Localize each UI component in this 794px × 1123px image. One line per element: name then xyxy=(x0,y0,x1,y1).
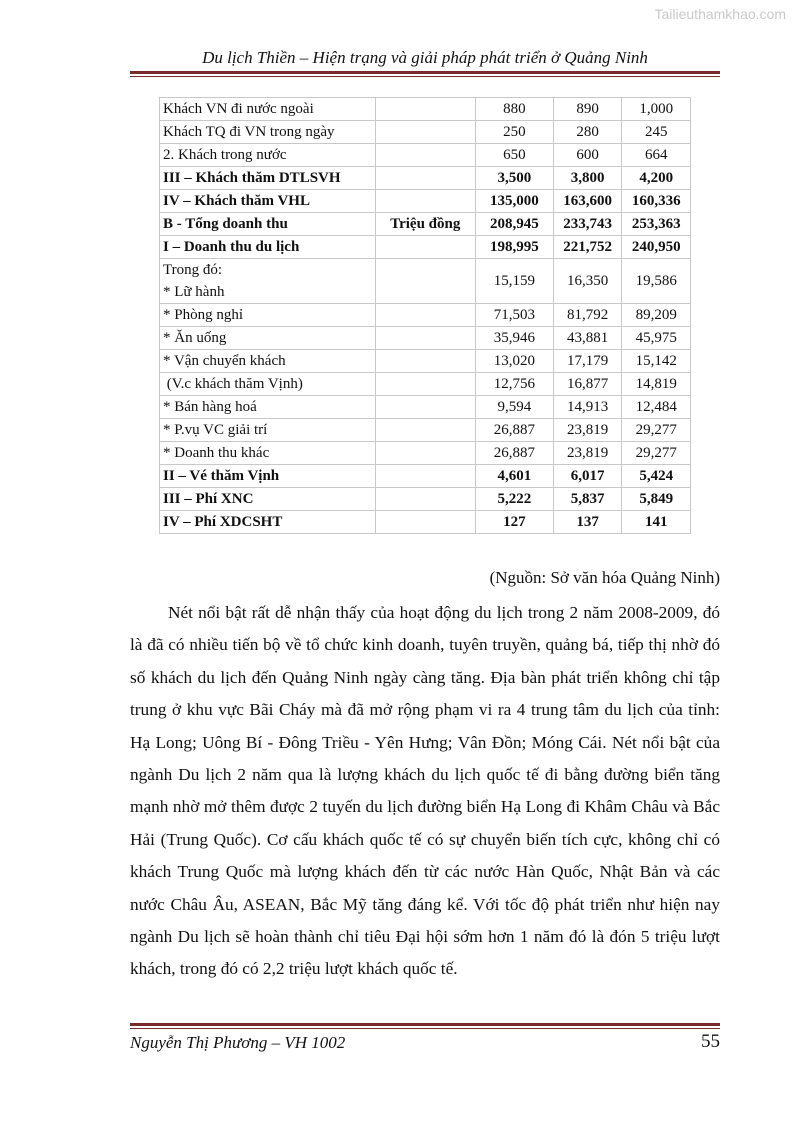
table-row xyxy=(160,236,691,259)
row-value-1: 26,887 xyxy=(475,419,553,442)
row-unit: Triệu đồng xyxy=(375,213,475,236)
table-row xyxy=(160,190,691,213)
row-value-3: 5,849 xyxy=(622,488,691,511)
footer-author: Nguyễn Thị Phương – VH 1002 xyxy=(130,1033,346,1052)
row-unit xyxy=(375,236,475,259)
table-row xyxy=(160,465,691,488)
row-value-3: 5,424 xyxy=(622,465,691,488)
row-value-3: 29,277 xyxy=(622,442,691,465)
row-unit xyxy=(375,488,475,511)
row-value-1: 13,020 xyxy=(475,350,553,373)
page-header-title: Du lịch Thiền – Hiện trạng và giải pháp phát triển ở Quảng Ninh xyxy=(202,48,648,67)
row-value-2: 16,877 xyxy=(553,373,622,396)
row-value-3: 29,277 xyxy=(622,419,691,442)
row-unit xyxy=(375,350,475,373)
row-label: I – Doanh thu du lịch xyxy=(160,236,376,259)
row-label: * Doanh thu khác xyxy=(160,442,376,465)
row-value-3: 45,975 xyxy=(622,327,691,350)
row-value-2: 14,913 xyxy=(553,396,622,419)
table-row xyxy=(160,488,691,511)
row-label: (V.c khách thăm Vịnh) xyxy=(160,373,376,396)
row-label: Khách TQ đi VN trong ngày xyxy=(160,121,376,144)
row-value-2: 280 xyxy=(553,121,622,144)
page-number: 55 xyxy=(701,1031,720,1052)
row-unit xyxy=(375,396,475,419)
row-value-2: 3,800 xyxy=(553,167,622,190)
row-label-line: * Lữ hành xyxy=(163,284,225,300)
row-value-2: 81,792 xyxy=(553,304,622,327)
row-value-3: 664 xyxy=(622,144,691,167)
row-value-3: 15,142 xyxy=(622,350,691,373)
table-row xyxy=(160,304,691,327)
table-row xyxy=(160,213,691,236)
row-value-1: 3,500 xyxy=(475,167,553,190)
row-value-1: 5,222 xyxy=(475,488,553,511)
row-label: * P.vụ VC giải trí xyxy=(160,419,376,442)
row-label: IV – Phí XDCSHT xyxy=(160,511,376,534)
row-label: IV – Khách thăm VHL xyxy=(160,190,376,213)
row-unit xyxy=(375,511,475,534)
row-value-1: 12,756 xyxy=(475,373,553,396)
row-value-2: 43,881 xyxy=(553,327,622,350)
row-value-1: 250 xyxy=(475,121,553,144)
tourism-statistics-table xyxy=(159,97,691,534)
row-value-1: 4,601 xyxy=(475,465,553,488)
table-row xyxy=(160,511,691,534)
row-unit xyxy=(375,121,475,144)
row-value-3: 89,209 xyxy=(622,304,691,327)
row-label-line: Trong đó: xyxy=(163,262,223,278)
row-value-2: 16,350 xyxy=(553,259,622,304)
row-value-1: 15,159 xyxy=(475,259,553,304)
row-value-3: 141 xyxy=(622,511,691,534)
row-label: * Vận chuyển khách xyxy=(160,350,376,373)
row-label: B - Tổng doanh thu xyxy=(160,213,376,236)
row-value-2: 600 xyxy=(553,144,622,167)
footer-rule-thin xyxy=(130,1028,720,1029)
row-unit xyxy=(375,419,475,442)
row-value-1: 208,945 xyxy=(475,213,553,236)
row-label: * Phòng nghỉ xyxy=(160,304,376,327)
row-value-2: 23,819 xyxy=(553,442,622,465)
row-unit xyxy=(375,259,475,304)
row-unit xyxy=(375,144,475,167)
row-value-3: 19,586 xyxy=(622,259,691,304)
row-value-2: 137 xyxy=(553,511,622,534)
row-value-1: 135,000 xyxy=(475,190,553,213)
row-unit xyxy=(375,167,475,190)
row-unit xyxy=(375,327,475,350)
table-row xyxy=(160,327,691,350)
table-row xyxy=(160,373,691,396)
table-row xyxy=(160,396,691,419)
header-rule-thick xyxy=(130,71,720,74)
table-row xyxy=(160,259,691,304)
row-value-1: 71,503 xyxy=(475,304,553,327)
row-label: III – Phí XNC xyxy=(160,488,376,511)
row-unit xyxy=(375,442,475,465)
row-value-3: 1,000 xyxy=(622,98,691,121)
row-value-3: 14,819 xyxy=(622,373,691,396)
row-value-3: 245 xyxy=(622,121,691,144)
row-value-2: 163,600 xyxy=(553,190,622,213)
row-value-1: 198,995 xyxy=(475,236,553,259)
row-label: * Ăn uống xyxy=(160,327,376,350)
table-row xyxy=(160,350,691,373)
header-rule-thin xyxy=(130,76,720,77)
row-value-1: 127 xyxy=(475,511,553,534)
row-unit xyxy=(375,304,475,327)
row-value-1: 880 xyxy=(475,98,553,121)
row-unit xyxy=(375,190,475,213)
watermark-text: Tailieuthamkhao.com xyxy=(654,6,786,22)
row-value-3: 253,363 xyxy=(622,213,691,236)
row-value-2: 890 xyxy=(553,98,622,121)
row-value-2: 233,743 xyxy=(553,213,622,236)
row-value-1: 650 xyxy=(475,144,553,167)
row-value-2: 5,837 xyxy=(553,488,622,511)
row-label xyxy=(160,259,376,304)
row-label: II – Vé thăm Vịnh xyxy=(160,465,376,488)
row-value-2: 17,179 xyxy=(553,350,622,373)
table-row xyxy=(160,419,691,442)
row-value-3: 4,200 xyxy=(622,167,691,190)
row-value-1: 35,946 xyxy=(475,327,553,350)
row-value-1: 26,887 xyxy=(475,442,553,465)
row-label: III – Khách thăm DTLSVH xyxy=(160,167,376,190)
row-value-1: 9,594 xyxy=(475,396,553,419)
row-value-2: 6,017 xyxy=(553,465,622,488)
row-value-3: 12,484 xyxy=(622,396,691,419)
row-label: 2. Khách trong nước xyxy=(160,144,376,167)
row-label: Khách VN đi nước ngoài xyxy=(160,98,376,121)
row-unit xyxy=(375,465,475,488)
table-row xyxy=(160,121,691,144)
table-source-note: (Nguồn: Sở văn hóa Quảng Ninh) xyxy=(489,568,720,587)
row-value-3: 240,950 xyxy=(622,236,691,259)
table-row xyxy=(160,98,691,121)
table-row xyxy=(160,442,691,465)
table-row xyxy=(160,144,691,167)
row-value-2: 23,819 xyxy=(553,419,622,442)
table-row xyxy=(160,167,691,190)
body-paragraph: Nét nổi bật rất dễ nhận thấy của hoạt động du lịch trong 2 năm 2008-2009, đó là đã có nhiều tiến bộ về tổ chức kinh doanh, tuyên truyền, quảng bá, tiếp thị nhờ đó số khách du lịch đến Quảng Ninh ngày càng tăng. Địa bàn phát triển không chỉ tập trung ở khu vực Bãi Cháy mà đã mở rộng phạm vi ra 4 trung tâm du lịch của tỉnh: Hạ Long; Uông Bí - Đông Triều - Yên Hưng; Vân Đồn; Móng Cái. Nét nổi bật của ngành Du lịch 2 năm qua là lượng khách du lịch quốc tế đi bằng đường biển tăng mạnh nhờ mở thêm được 2 tuyến du lịch đường biển Hạ Long đi Khâm Châu và Bắc Hải (Trung Quốc). Cơ cấu khách quốc tế có sự chuyển biến tích cực, không chỉ có khách Trung Quốc mà lượng khách đến từ các nước Hàn Quốc, Nhật Bản và các nước Châu Âu, ASEAN, Bắc Mỹ tăng đáng kể. Với tốc độ phát triển như hiện nay ngành Du lịch sẽ hoàn thành chỉ tiêu Đại hội sớm hơn 1 năm đó là đón 5 triệu lượt khách, trong đó có 2,2 triệu lượt khách quốc tế. xyxy=(130,603,720,979)
row-value-2: 221,752 xyxy=(553,236,622,259)
row-unit xyxy=(375,98,475,121)
row-label: * Bán hàng hoá xyxy=(160,396,376,419)
row-value-3: 160,336 xyxy=(622,190,691,213)
footer-rule-thick xyxy=(130,1023,720,1026)
row-unit xyxy=(375,373,475,396)
